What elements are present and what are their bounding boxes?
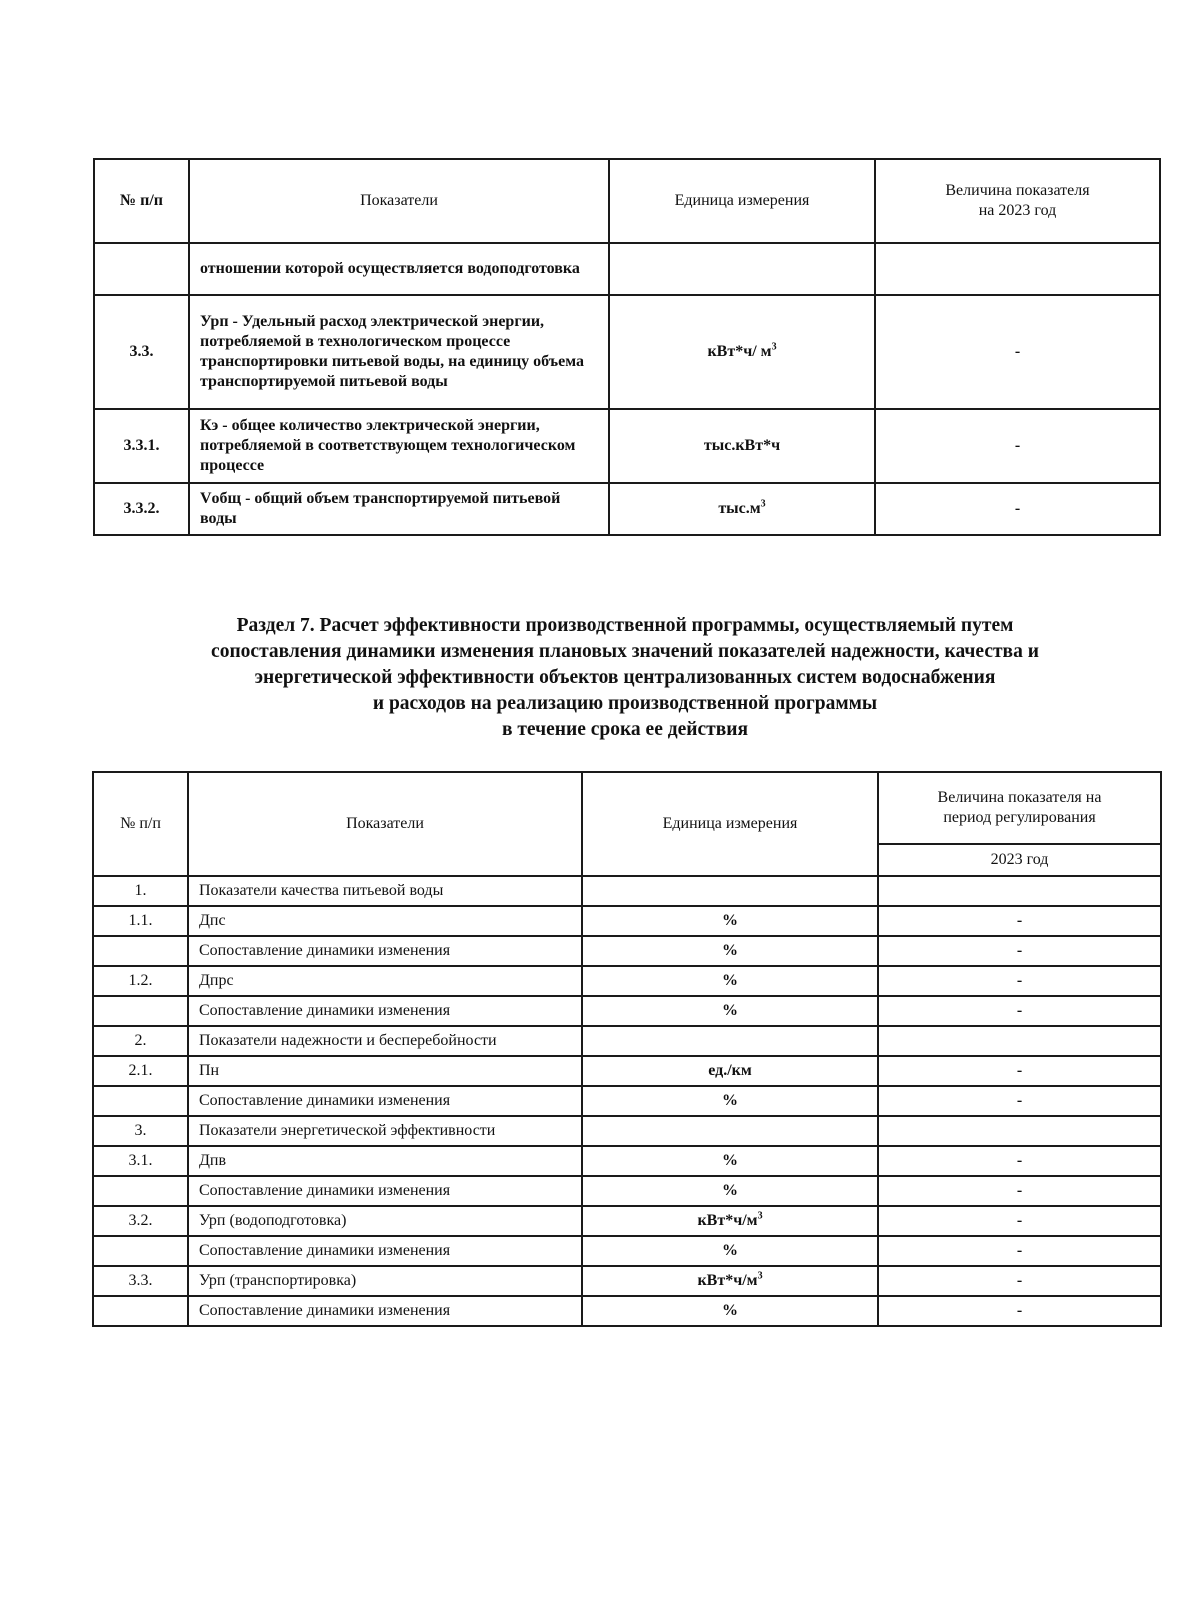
row-unit [582,1026,878,1056]
header-year: 2023 год [878,844,1161,876]
section-heading-line: Раздел 7. Расчет эффективности производственной программы, осуществляемый путем [236,615,1014,636]
header-value-line2: на 2023 год [978,202,1057,219]
header-value-line2: период регулирования [943,809,1096,826]
row-unit: % [582,906,878,936]
table-row [93,1026,1161,1056]
table-row [93,1296,1161,1326]
row-num: 3.3. [93,1266,188,1296]
row-value: - [878,906,1161,936]
header-unit: Единица измерения [609,159,875,243]
header-value-line1: Величина показателя [945,182,1090,199]
row-value: - [878,1296,1161,1326]
row-indicator: Сопоставление динамики изменения [188,1296,582,1326]
row-indicator: Дпв [188,1146,582,1176]
row-num: 2. [93,1026,188,1056]
table-row [93,876,1161,906]
row-unit: % [582,996,878,1026]
row-unit: % [582,1146,878,1176]
row-value: - [878,996,1161,1026]
row-num [93,1176,188,1206]
row-value: - [878,1086,1161,1116]
table-row [94,243,1160,295]
row-value: - [878,1176,1161,1206]
row-value: - [875,295,1160,409]
row-indicator: Показатели энергетической эффективности [188,1116,582,1146]
section-heading-line: сопоставления динамики изменения плановых значений показателей надежности, качества и [211,641,1039,662]
section-heading [60,613,1190,743]
row-indicator: Кэ - общее количество электрической энергии, потребляемой в соответствующем технологическом процессе [189,409,609,483]
row-value: - [878,1146,1161,1176]
table-row [93,936,1161,966]
header-indicator: Показатели [189,159,609,243]
row-indicator: Сопоставление динамики изменения [188,1086,582,1116]
row-unit [582,876,878,906]
header-num: № п/п [93,772,188,876]
row-num: 3. [93,1116,188,1146]
row-indicator: Дпрс [188,966,582,996]
row-indicator: Пн [188,1056,582,1086]
row-indicator: Показатели надежности и бесперебойности [188,1026,582,1056]
row-num: 3.3.2. [94,483,189,535]
row-indicator: Показатели качества питьевой воды [188,876,582,906]
section-heading-line: энергетической эффективности объектов централизованных систем водоснабжения [254,667,996,688]
row-unit: $тыс.м^3$ [609,483,875,535]
row-num [93,1296,188,1326]
row-unit: % [582,1086,878,1116]
section-heading-line: в течение срока ее действия [501,719,749,740]
row-unit: % [582,1176,878,1206]
table2-header-row [93,772,1161,844]
table-row [93,906,1161,936]
row-indicator: Сопоставление динамики изменения [188,1236,582,1266]
row-value: - [878,1236,1161,1266]
table-row [93,966,1161,996]
row-num: 1. [93,876,188,906]
table-row [93,1236,1161,1266]
row-indicator: Урп (водоподготовка) [188,1206,582,1236]
row-unit: кВт*ч/ $м^3$ [609,295,875,409]
indicators-table-continued [93,158,1161,536]
section-heading-line: и расходов на реализацию производственной программы [372,693,878,714]
row-indicator: Сопоставление динамики изменения [188,1176,582,1206]
row-indicator: Урп (транспортировка) [188,1266,582,1296]
row-unit [609,243,875,295]
row-num [93,996,188,1026]
table-row [93,1116,1161,1146]
row-value: - [875,483,1160,535]
row-value: - [878,1056,1161,1086]
row-unit: $кВт*ч/м^3$ [582,1266,878,1296]
row-value [878,876,1161,906]
row-num: 3.3.1. [94,409,189,483]
row-indicator: Сопоставление динамики изменения [188,996,582,1026]
row-unit: ед./км [582,1056,878,1086]
row-unit [582,1116,878,1146]
row-value [875,243,1160,295]
row-indicator: Урп - Удельный расход электрической энергии, потребляемой в технологическом процессе транспортировки питьевой воды, на единицу объема транспортируемой питьевой воды [189,295,609,409]
row-unit: % [582,936,878,966]
row-num: 3.3. [94,295,189,409]
row-num: 2.1. [93,1056,188,1086]
row-indicator: отношении которой осуществляется водоподготовка [189,243,609,295]
header-value [875,159,1160,243]
row-indicator: Vобщ - общий объем транспортируемой питьевой воды [189,483,609,535]
table-row [93,1206,1161,1236]
row-unit: $кВт*ч/м^3$ [582,1206,878,1236]
row-num [93,936,188,966]
row-num: 1.1. [93,906,188,936]
header-value [878,772,1161,844]
row-value [878,1116,1161,1146]
table1-header-row [94,159,1160,243]
row-num [93,1086,188,1116]
header-unit: Единица измерения [582,772,878,876]
row-indicator: Сопоставление динамики изменения [188,936,582,966]
header-indicator: Показатели [188,772,582,876]
table-row [93,1176,1161,1206]
row-unit: % [582,966,878,996]
row-value: - [878,1206,1161,1236]
row-num [93,1236,188,1266]
row-value: - [878,966,1161,996]
row-indicator: Дпс [188,906,582,936]
row-value: - [878,936,1161,966]
table-row [93,1146,1161,1176]
efficiency-table [92,771,1162,1327]
table-row [93,996,1161,1026]
table-row [93,1266,1161,1296]
row-unit: % [582,1296,878,1326]
table-row [94,483,1160,535]
header-value-line1: Величина показателя на [937,789,1102,806]
table-row [94,295,1160,409]
row-unit: % [582,1236,878,1266]
table-row [93,1056,1161,1086]
table-row [93,1086,1161,1116]
row-value: - [875,409,1160,483]
table-row [94,409,1160,483]
row-num: 3.1. [93,1146,188,1176]
row-num: 3.2. [93,1206,188,1236]
row-unit: тыс.кВт*ч [609,409,875,483]
row-num [94,243,189,295]
row-num: 1.2. [93,966,188,996]
header-num: № п/п [94,159,189,243]
row-value: - [878,1266,1161,1296]
row-value [878,1026,1161,1056]
